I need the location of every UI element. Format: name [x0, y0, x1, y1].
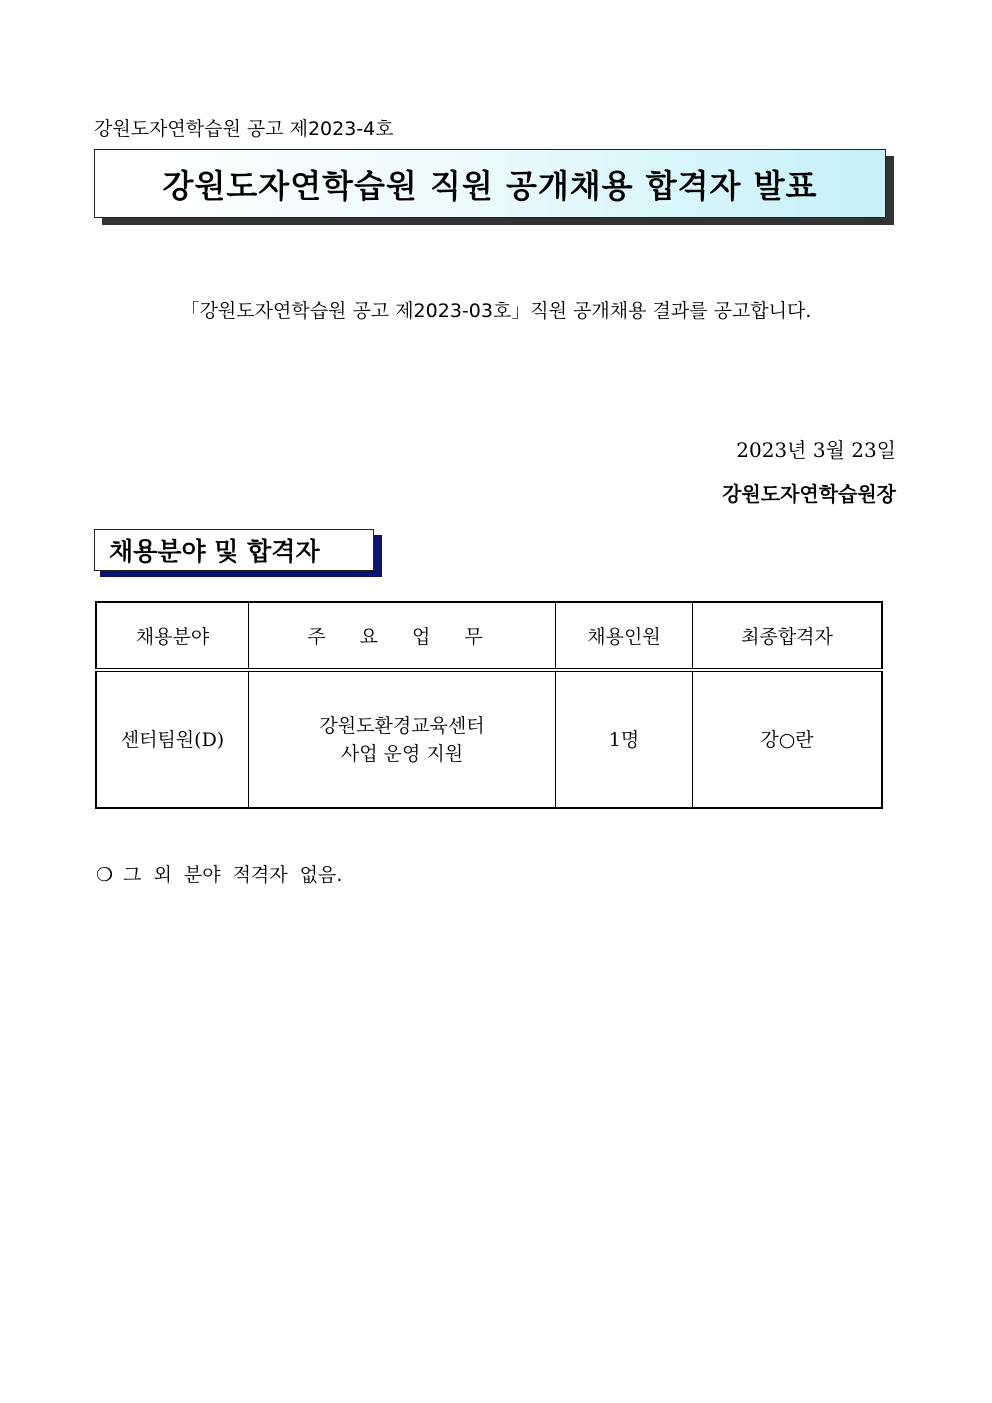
intro-sentence: 「강원도자연학습원 공고 제2023-03호」직원 공개채용 결과를 공고합니다. — [180, 300, 812, 322]
page-title: 강원도자연학습원 직원 공개채용 합격자 발표 — [94, 149, 886, 218]
section-title: 채용분야 및 합격자 — [94, 529, 374, 571]
header-finalist: 최종합격자 — [693, 602, 883, 670]
footnote-text: 그 외 분야 적격자 없음. — [123, 864, 343, 886]
intro-text — [0, 296, 992, 323]
cell-duty-line2: 사업 운영 지원 — [340, 742, 464, 765]
results-table — [95, 601, 883, 809]
cell-count: 1명 — [556, 670, 693, 808]
cell-field: 센터팀원(D) — [96, 670, 249, 808]
cell-finalist: 강○란 — [693, 670, 883, 808]
title-banner — [94, 149, 886, 218]
notice-date: 2023년 3월 23일 — [736, 438, 896, 462]
cell-duty — [249, 670, 556, 808]
table-header-row — [96, 602, 882, 670]
issuer-name: 강원도자연학습원장 — [722, 482, 896, 506]
header-count: 채용인원 — [556, 602, 693, 670]
footnote — [96, 860, 342, 887]
header-duty: 주 요 업 무 — [249, 602, 556, 670]
section-heading — [94, 529, 376, 571]
circle-bullet-icon: ❍ — [96, 864, 114, 886]
cell-duty-line1: 강원도환경교육센터 — [319, 714, 485, 737]
header-field: 채용분야 — [96, 602, 249, 670]
notice-number: 강원도자연학습원 공고 제2023-4호 — [94, 118, 394, 140]
table-row — [96, 670, 882, 808]
